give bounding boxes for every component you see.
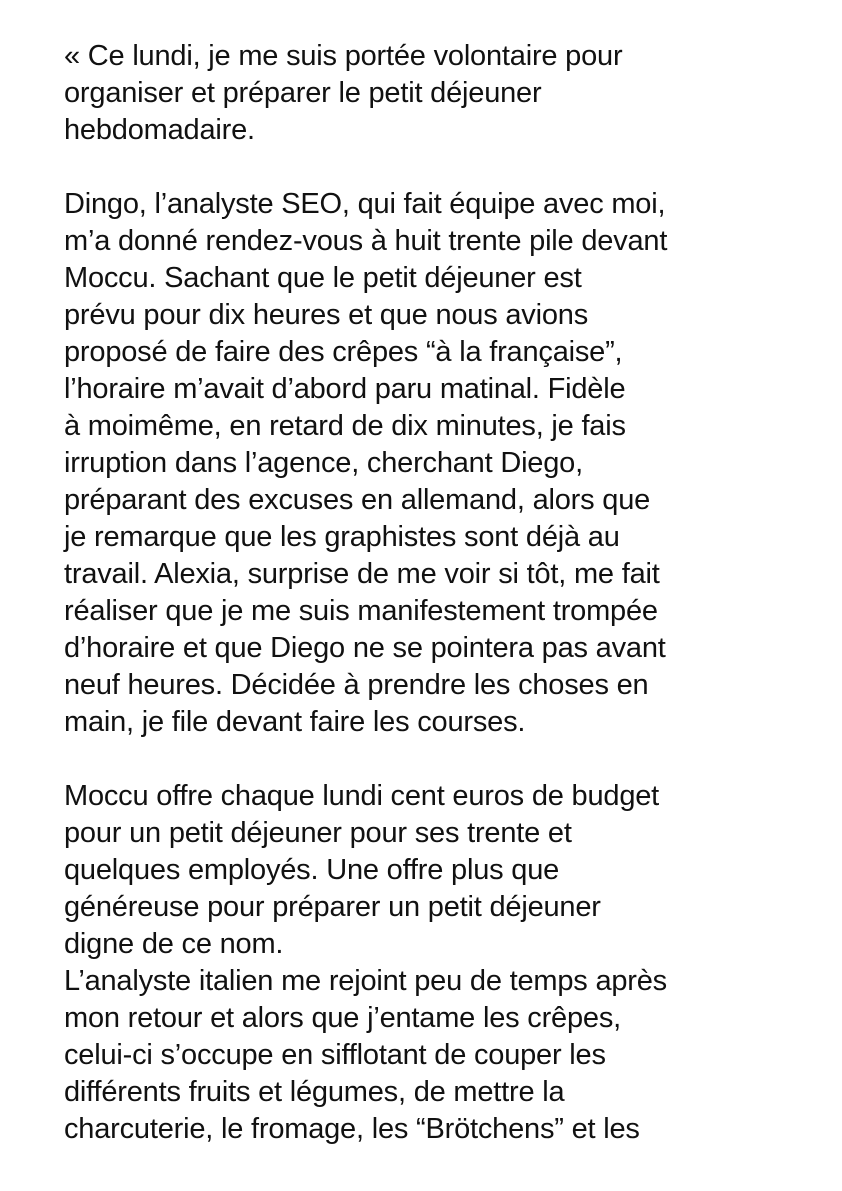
text-line: m’a donné rendez-vous à huit trente pile devant	[64, 225, 668, 257]
text-line: réaliser que je me suis manifestement trompée	[64, 595, 658, 627]
text-line: hebdomadaire.	[64, 114, 255, 146]
text-line: charcuterie, le fromage, les “Brötchens” et les	[64, 1113, 640, 1145]
paragraph-analyst	[64, 963, 824, 1148]
text-line: d’horaire et que Diego ne se pointera pas avant	[64, 632, 666, 664]
text-line: celui-ci s’occupe en sifflotant de couper les	[64, 1039, 606, 1071]
text-line: irruption dans l’agence, cherchant Diego,	[64, 447, 583, 479]
text-line: Dingo, l’analyste SEO, qui fait équipe avec moi,	[64, 188, 666, 220]
text-line: Moccu offre chaque lundi cent euros de budget	[64, 780, 660, 812]
text-line: préparant des excuses en allemand, alors que	[64, 484, 651, 516]
text-line: proposé de faire des crêpes “à la française”,	[64, 336, 623, 368]
text-line: je remarque que les graphistes sont déjà au	[64, 521, 620, 553]
paragraph-spacer	[64, 149, 824, 186]
text-line: à moimême, en retard de dix minutes, je fais	[64, 410, 626, 442]
text-line: différents fruits et légumes, de mettre la	[64, 1076, 565, 1108]
text-line: digne de ce nom.	[64, 928, 284, 960]
paragraph-budget	[64, 778, 824, 963]
text-line: mon retour et alors que j’entame les crêpes,	[64, 1002, 621, 1034]
text-line: neuf heures. Décidée à prendre les choses en	[64, 669, 649, 701]
text-line: organiser et préparer le petit déjeuner	[64, 77, 542, 109]
text-line: Moccu. Sachant que le petit déjeuner est	[64, 262, 582, 294]
text-line: généreuse pour préparer un petit déjeuner	[64, 891, 601, 923]
document-page	[64, 38, 824, 1148]
text-line: quelques employés. Une offre plus que	[64, 854, 560, 886]
text-line: l’horaire m’avait d’abord paru matinal. Fidèle	[64, 373, 626, 405]
text-line: L’analyste italien me rejoint peu de temps après	[64, 965, 667, 997]
text-line: prévu pour dix heures et que nous avions	[64, 299, 589, 331]
paragraph-intro	[64, 38, 824, 149]
text-line: main, je file devant faire les courses.	[64, 706, 526, 738]
paragraph-arrival	[64, 186, 824, 741]
text-line: pour un petit déjeuner pour ses trente et	[64, 817, 572, 849]
text-line: « Ce lundi, je me suis portée volontaire pour	[64, 40, 623, 72]
text-line: travail. Alexia, surprise de me voir si tôt, me fait	[64, 558, 660, 590]
paragraph-spacer	[64, 741, 824, 778]
